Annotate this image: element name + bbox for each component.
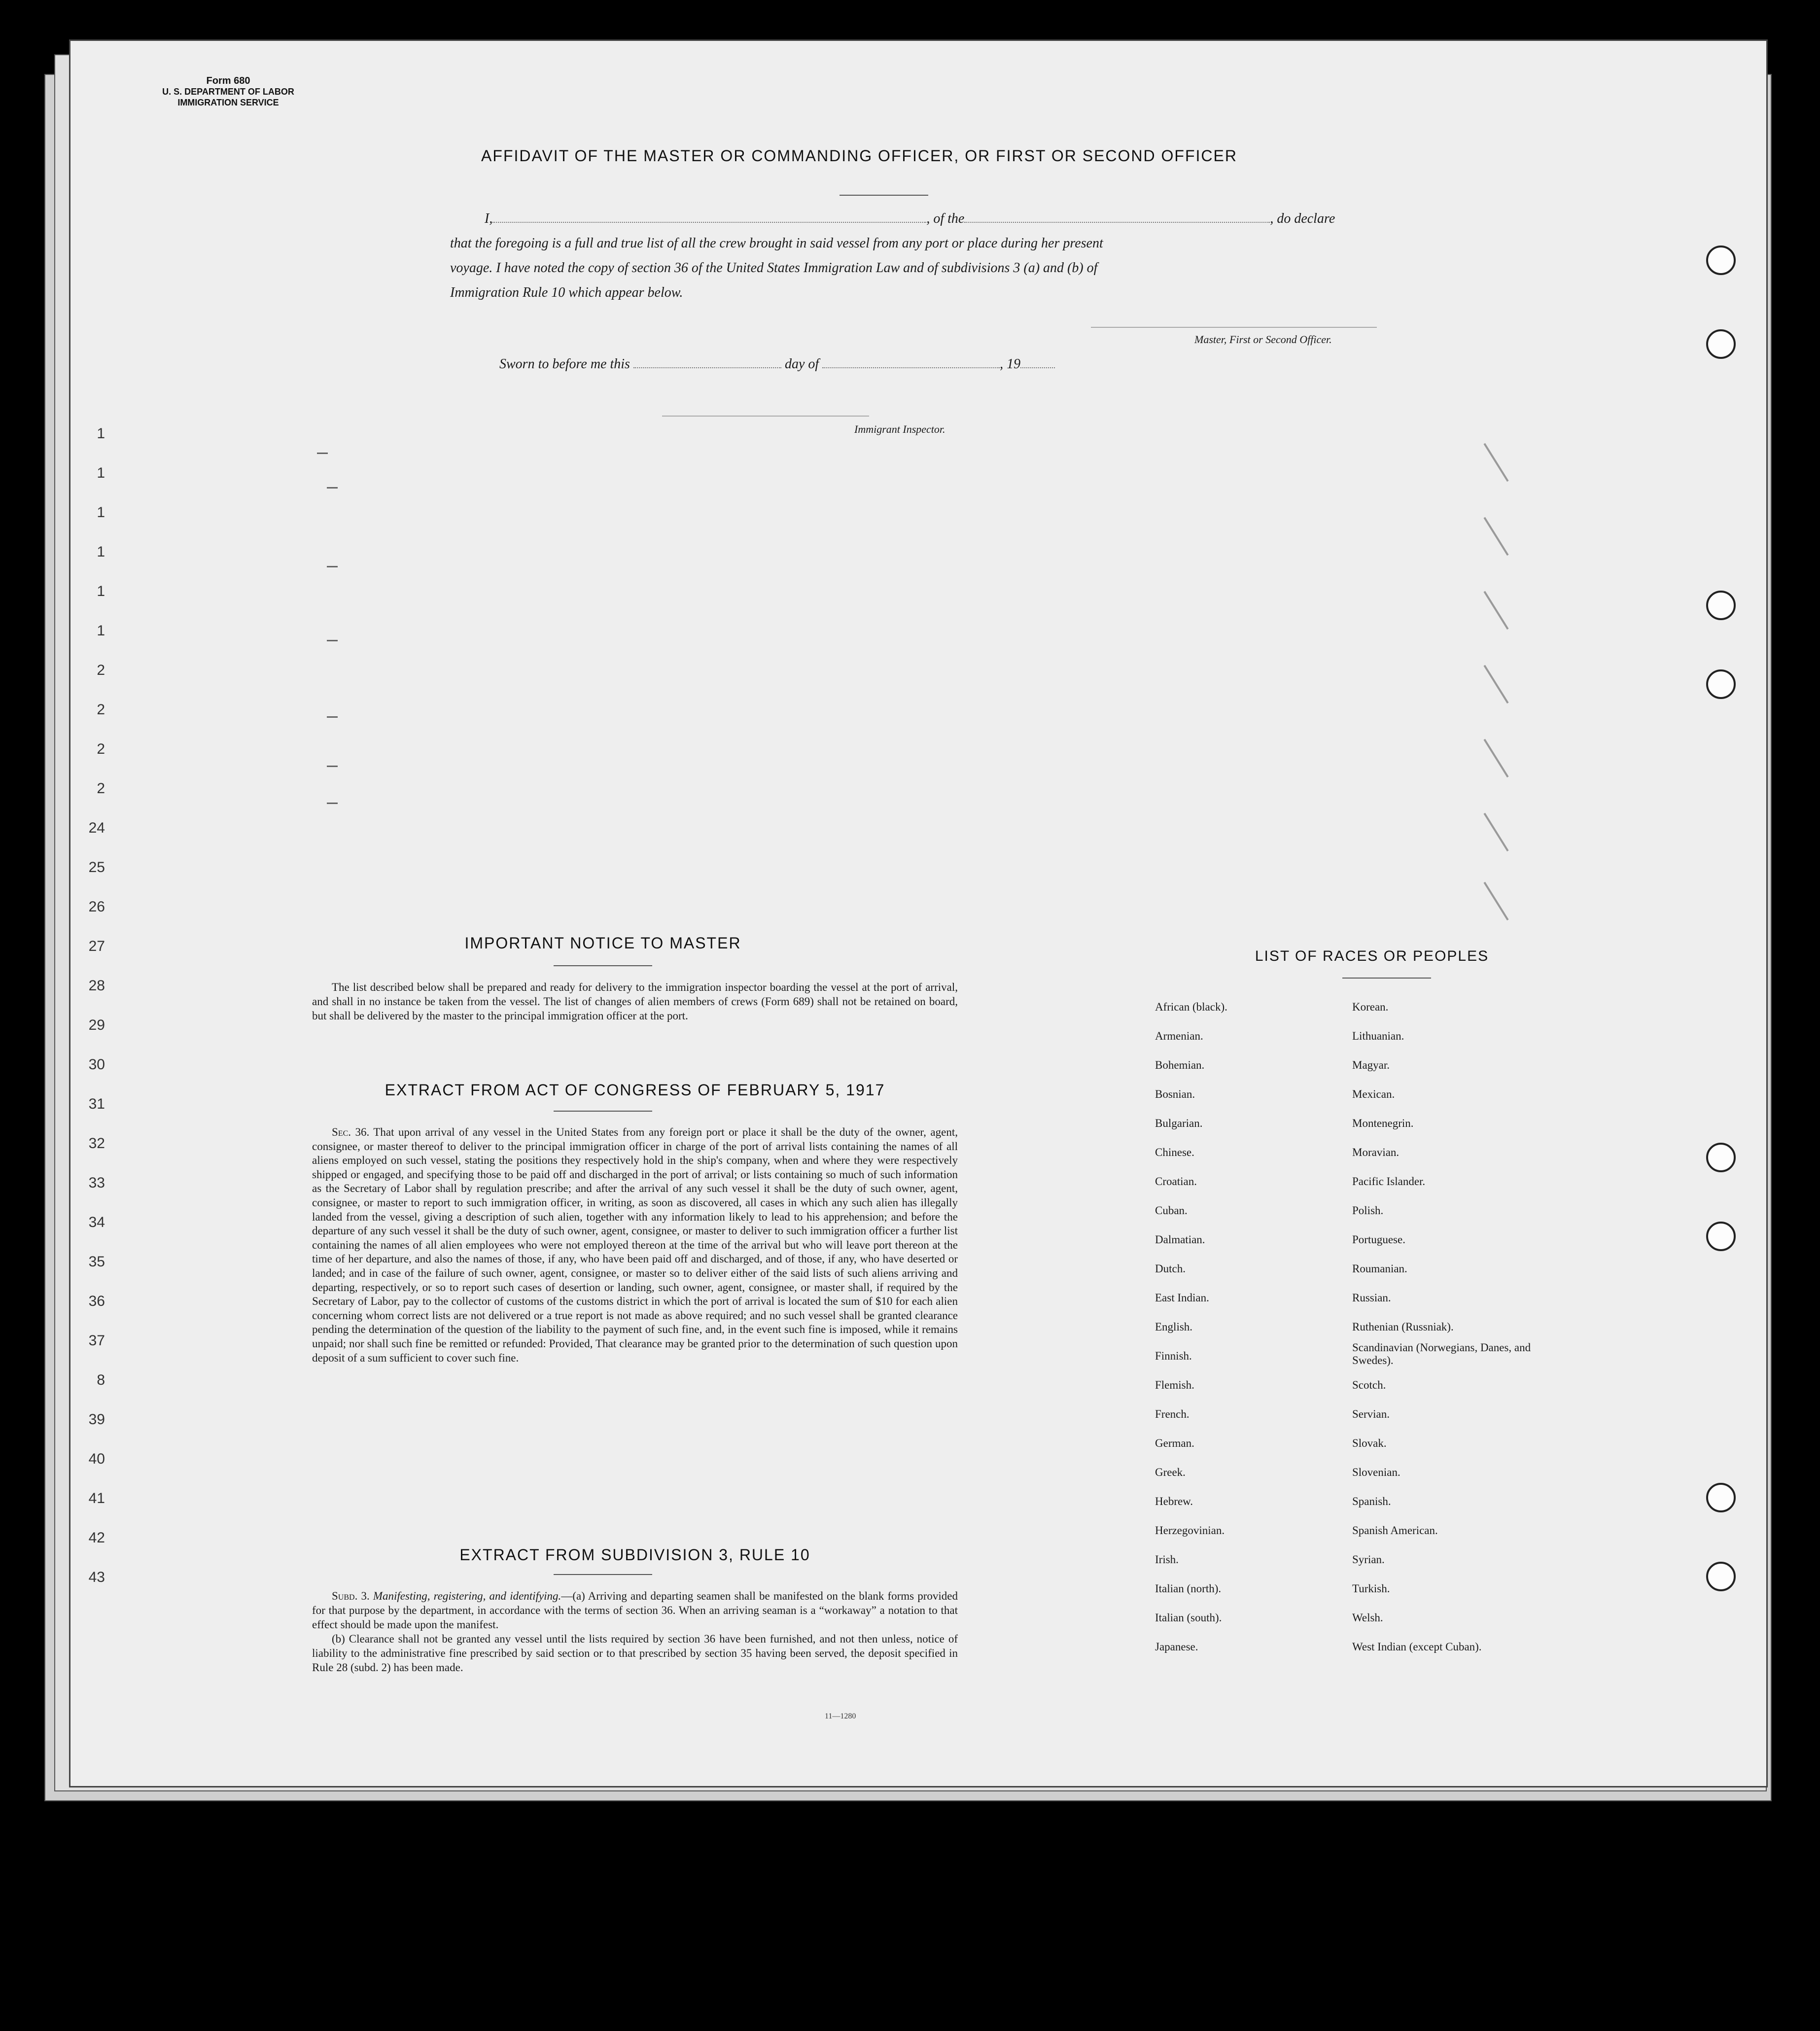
margin-line-number: 26: [88, 899, 105, 915]
row-mark: [327, 766, 338, 767]
punch-hole: [1706, 591, 1736, 620]
margin-line-number: 32: [88, 1135, 105, 1152]
margin-line-number: 24: [88, 820, 105, 836]
race-item: Russian.: [1352, 1292, 1391, 1304]
form-stamp: [125, 75, 332, 108]
margin-line-number: 29: [88, 1017, 105, 1033]
margin-line-number: 1: [97, 465, 105, 481]
race-item: Korean.: [1352, 1001, 1389, 1013]
inspector-line: [662, 416, 869, 417]
race-item: Dalmatian.: [1155, 1233, 1205, 1246]
race-item: Turkish.: [1352, 1582, 1390, 1595]
race-item: Dutch.: [1155, 1262, 1186, 1275]
race-item: Bohemian.: [1155, 1059, 1205, 1071]
race-item: Italian (north).: [1155, 1582, 1222, 1595]
race-item: Montenegrin.: [1352, 1117, 1414, 1129]
margin-line-number: 42: [88, 1530, 105, 1546]
margin-line-number: 2: [97, 741, 105, 757]
row-mark: [327, 487, 338, 489]
race-item: Bosnian.: [1155, 1088, 1195, 1100]
department-name: U. S. DEPARTMENT OF LABOR: [162, 87, 294, 97]
race-item: Bulgarian.: [1155, 1117, 1203, 1129]
act-title: EXTRACT FROM ACT OF CONGRESS OF FEBRUARY 5, 1917: [385, 1081, 885, 1099]
race-item: Portuguese.: [1352, 1233, 1405, 1246]
race-item: Irish.: [1155, 1553, 1179, 1566]
row-mark: [1483, 443, 1508, 482]
affidavit-i-label: I,: [485, 211, 493, 226]
row-mark: [327, 803, 338, 804]
race-item: Japanese.: [1155, 1641, 1198, 1653]
rule-body-b: (b) Clearance shall not be granted any vessel until the lists required by section 36 have been furnished, and not then unless, notice of liability to the administrative fine prescribed by said section or to that prescribed by section 35 having been served, the deposit specified in Rule 28 (subd. 2) has been made.: [312, 1633, 958, 1674]
row-mark: [1483, 665, 1508, 703]
margin-line-number: 30: [88, 1056, 105, 1073]
race-item: English.: [1155, 1321, 1193, 1333]
affidavit-line-3: voyage. I have noted the copy of section 36 of the United States Immigration Law and of subdivisions 3 (a) and (b) of: [450, 260, 1098, 276]
rule-text: [312, 1589, 958, 1675]
margin-line-number: 27: [88, 938, 105, 954]
row-mark: [1483, 882, 1508, 920]
race-item: Mexican.: [1352, 1088, 1395, 1100]
affidavit-line-1: [485, 211, 1335, 227]
notice-body: The list described below shall be prepared and ready for delivery to the immigration inspector boarding the vessel at the port of arrival, and shall in no instance be taken from the vessel. The list of changes of alien members of crews (Form 689) shall not be retained on board, but shall be delivered by the master to the principal immigration officer at the port.: [312, 981, 958, 1022]
margin-line-number: 8: [97, 1372, 105, 1388]
margin-line-number: 1: [97, 425, 105, 442]
margin-line-number: 2: [97, 662, 105, 678]
race-item: Hebrew.: [1155, 1495, 1193, 1507]
punch-hole: [1706, 1222, 1736, 1251]
rule-title-rule: [554, 1574, 652, 1575]
margin-line-number: 2: [97, 780, 105, 797]
margin-line-number: 1: [97, 583, 105, 599]
margin-line-number: 31: [88, 1096, 105, 1112]
margin-line-number: 1: [97, 544, 105, 560]
rule-subd-heading: Manifesting, registering, and identifying.: [373, 1590, 561, 1602]
race-item: Ruthenian (Russniak).: [1352, 1321, 1454, 1333]
race-item: Syrian.: [1352, 1553, 1385, 1566]
affidavit-declare-label: , do declare: [1270, 211, 1335, 226]
margin-line-number: 39: [88, 1411, 105, 1428]
margin-line-number: 2: [97, 701, 105, 718]
race-item: Welsh.: [1352, 1611, 1383, 1624]
rule-subd-label: Subd. 3.: [332, 1590, 370, 1602]
race-item: Polish.: [1352, 1204, 1384, 1217]
act-body: That upon arrival of any vessel in the United States from any foreign port or place it shall be the duty of the owner, agent, consignee, or master thereof to deliver to the principal immigration officer in charge of the port of arrival lists containing the names of all aliens employed on such vessel, stating the positions they respectively hold in the ship's company, when and where they were respectively shipped or engaged, and specifying those to be paid off and discharged in the port of arrival; or lists containing so much of such information as the Secretary of Labor shall by regulation prescribe; and after the arrival of any such vessel it shall be the duty of such owner, agent, consignee, or master to report to such immigration officer, in writing, as soon as discovered, all cases in which any such alien has illegally landed from the vessel, giving a description of such alien, together with any information likely to lead to his apprehension; and before the departure of any such vessel it shall be the duty of such owner, agent, consignee, or master to deliver to such immigration officer a further list containing the names of all alien employees who were not employed thereon at the time of the arrival but who will leave port thereon at the time of her departure, and also the names of those, if any, who have been paid off and discharged, and of those, if any, who have deserted or landed; and in case of the failure of such owner, agent, consignee, or master so to deliver either of the said lists of such aliens arriving and departing, respectively, or so to report such cases of desertion or landing, such owner, agent, consignee, or master shall, if required by the Secretary of Labor, pay to the collector of customs of the customs district in which the port of arrival is located the sum of $10 for each alien concerning whom correct lists are not delivered or a true report is not made as above required; and no such vessel shall be granted clearance pending the determination of the question of the liability to the payment of such fine, and, in the event such fine is imposed, while it remains unpaid; nor shall such fine be remitted or refunded: Provided, That clearance may be granted prior to the determination of such question upon deposit of a sum sufficient to cover such fine.: [312, 1126, 958, 1364]
margin-line-number: 36: [88, 1293, 105, 1309]
race-item: Chinese.: [1155, 1146, 1194, 1158]
margin-line-number: 1: [97, 504, 105, 521]
races-title-rule: [1342, 978, 1431, 979]
race-item: Scotch.: [1352, 1379, 1386, 1391]
punch-hole: [1706, 1562, 1736, 1591]
sworn-label: Sworn to before me this: [499, 356, 630, 372]
race-item: Lithuanian.: [1352, 1030, 1404, 1042]
race-item: Moravian.: [1352, 1146, 1400, 1158]
margin-line-number: 34: [88, 1214, 105, 1230]
inspector-label: Immigrant Inspector.: [854, 423, 945, 435]
affidavit-line-4: Immigration Rule 10 which appear below.: [450, 285, 683, 300]
rule-body-a: —(a) Arriving and departing seamen shall be manifested on the blank forms provided for that purpose by the department, in accordance with the terms of section 36. When an arriving seaman is a “workaway” a notation to that effect should be made upon the manifest.: [312, 1590, 958, 1631]
race-item: Croatian.: [1155, 1175, 1197, 1188]
act-title-rule: [554, 1111, 652, 1112]
row-mark: [327, 716, 338, 718]
margin-line-number: 28: [88, 978, 105, 994]
margin-line-number: 40: [88, 1451, 105, 1467]
race-item: Spanish American.: [1352, 1524, 1438, 1537]
sworn-year-label: , 19: [1000, 356, 1021, 372]
rule-title: EXTRACT FROM SUBDIVISION 3, RULE 10: [459, 1546, 810, 1564]
row-mark: [1483, 591, 1508, 630]
race-item: Italian (south).: [1155, 1611, 1222, 1624]
race-item: Herzegovinian.: [1155, 1524, 1225, 1537]
races-column-2: [1352, 992, 1540, 1661]
race-item: German.: [1155, 1437, 1194, 1449]
race-item: Slovak.: [1352, 1437, 1387, 1449]
punch-hole: [1706, 1143, 1736, 1172]
act-section-label: Sec. 36.: [332, 1126, 370, 1138]
margin-line-number: 33: [88, 1175, 105, 1191]
race-item: Spanish.: [1352, 1495, 1391, 1507]
race-item: Greek.: [1155, 1466, 1186, 1478]
race-item: Slovenian.: [1352, 1466, 1400, 1478]
row-mark: [317, 453, 328, 454]
margin-line-number: 43: [88, 1569, 105, 1585]
margin-line-number: 41: [88, 1490, 105, 1506]
race-item: East Indian.: [1155, 1292, 1209, 1304]
race-item: Roumanian.: [1352, 1262, 1407, 1275]
document-page: [69, 39, 1768, 1787]
race-item: West Indian (except Cuban).: [1352, 1641, 1482, 1653]
punch-hole: [1706, 1483, 1736, 1512]
affidavit-of-the-label: , of the: [926, 211, 965, 226]
signature-line: [1091, 327, 1377, 328]
race-item: Magyar.: [1352, 1059, 1390, 1071]
row-mark: [327, 566, 338, 567]
row-mark: [1483, 739, 1508, 777]
signature-label: Master, First or Second Officer.: [1194, 333, 1332, 346]
races-title: LIST OF RACES OR PEOPLES: [1255, 948, 1489, 964]
margin-line-number: 25: [88, 859, 105, 875]
print-code: 11—1280: [825, 1712, 856, 1720]
race-item: Armenian.: [1155, 1030, 1203, 1042]
margin-line-number: 35: [88, 1254, 105, 1270]
race-item: Flemish.: [1155, 1379, 1194, 1391]
affidavit-title: AFFIDAVIT OF THE MASTER OR COMMANDING OFFICER, OR FIRST OR SECOND OFFICER: [481, 147, 1237, 165]
races-column-1: [1155, 992, 1227, 1661]
sworn-day-label: day of: [784, 356, 819, 372]
race-item: African (black).: [1155, 1001, 1227, 1013]
sworn-line: [499, 356, 1055, 372]
service-name: IMMIGRATION SERVICE: [177, 98, 279, 107]
margin-line-number: 37: [88, 1332, 105, 1349]
race-item: Servian.: [1352, 1408, 1390, 1420]
act-text: [312, 1125, 958, 1365]
affidavit-title-rule: [840, 195, 928, 196]
race-item: Finnish.: [1155, 1350, 1192, 1362]
punch-hole: [1706, 245, 1736, 275]
row-mark: [327, 640, 338, 641]
notice-title: IMPORTANT NOTICE TO MASTER: [464, 934, 741, 952]
punch-hole: [1706, 669, 1736, 699]
notice-text: [312, 980, 958, 1023]
race-item: Cuban.: [1155, 1204, 1188, 1217]
row-mark: [1483, 813, 1508, 851]
punch-hole: [1706, 329, 1736, 359]
race-item: Pacific Islander.: [1352, 1175, 1426, 1188]
race-item: Scandinavian (Norwegians, Danes, and Swedes).: [1352, 1341, 1531, 1366]
race-item: French.: [1155, 1408, 1190, 1420]
margin-line-number: 1: [97, 623, 105, 639]
row-mark: [1483, 517, 1508, 556]
affidavit-line-2: that the foregoing is a full and true list of all the crew brought in said vessel from any port or place during her present: [450, 236, 1103, 251]
form-number: Form 680: [206, 75, 250, 86]
notice-title-rule: [554, 965, 652, 966]
